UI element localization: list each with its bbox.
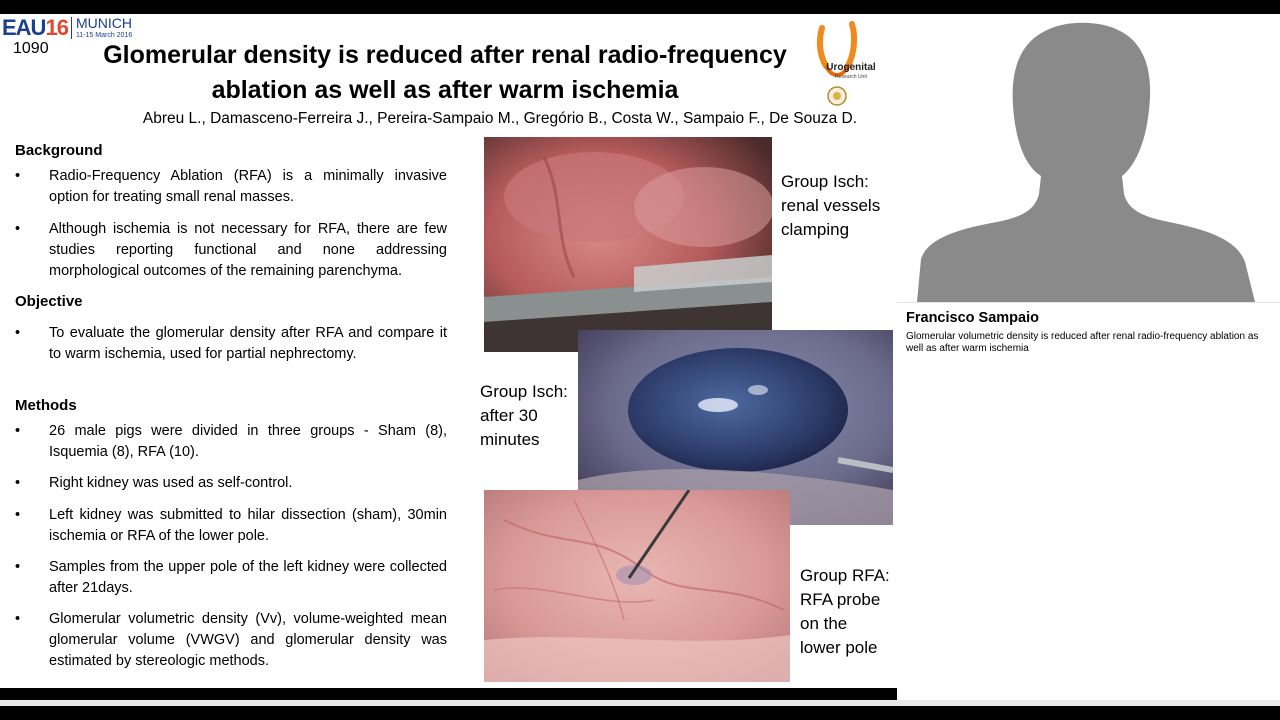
urogenital-logo-sub: Research Unit — [835, 74, 867, 80]
eau-logo-text: EAU — [2, 15, 46, 40]
background-bullet-1: • Radio-Frequency Ablation (RFA) is a minimally invasive option for treating small renal masses. — [15, 168, 447, 205]
eau16-logo — [2, 16, 132, 40]
speaker-talk-title: Glomerular volumetric density is reduced after renal radio-frequency ablation as well as after warm ischemia — [906, 331, 1259, 354]
eau-logo-city: MUNICH — [75, 15, 132, 31]
methods-bullet-3: • Left kidney was submitted to hilar dissection (sham), 30min ischemia or RFA of the lower pole. — [15, 507, 447, 544]
urogenital-logo-name: Urogenital — [826, 62, 876, 73]
background-heading: Background — [15, 142, 103, 159]
methods-bullet-1: • 26 male pigs were divided in three groups - Sham (8), Isquemia (8), RFA (10). — [15, 423, 447, 460]
slide-title-line1: Glomerular density is reduced after renal radio-frequency — [103, 41, 787, 69]
slide-title-line2: ablation as well as after warm ischemia — [211, 76, 679, 104]
speaker-divider — [897, 302, 1280, 303]
caption-isch-clamping: Group Isch: renal vessels clamping — [781, 172, 881, 239]
bottom-black-bar — [0, 700, 1280, 720]
speaker-name: Francisco Sampaio — [906, 310, 1039, 326]
methods-bullet-5: • Glomerular volumetric density (Vv), volume-weighted mean glomerular volume (VWGV) and glomerular density was estimated by stereologic methods. — [15, 611, 447, 669]
eau-logo-year: 16 — [45, 15, 68, 40]
bottom-strip — [0, 700, 1280, 706]
methods-bullet-2: • Right kidney was used as self-control. — [15, 475, 293, 491]
photo-rfa-probe — [484, 490, 790, 682]
methods-heading: Methods — [15, 397, 77, 414]
caption-isch-30min: Group Isch: after 30 minutes — [480, 382, 568, 449]
photo-isch-clamping — [484, 137, 772, 352]
objective-heading: Objective — [15, 293, 83, 310]
objective-bullet-1: • To evaluate the glomerular density after RFA and compare it to warm ischemia, used for partial nephrectomy. — [15, 325, 447, 362]
authors-line: Abreu L., Damasceno-Ferreira J., Pereira-Sampaio M., Gregório B., Costa W., Sampaio F., De Souza D. — [142, 110, 857, 127]
top-black-bar — [0, 0, 1280, 14]
methods-bullet-4: • Samples from the upper pole of the left kidney were collected after 21days. — [15, 559, 447, 596]
speaker-avatar-placeholder-icon — [917, 14, 1260, 302]
poster-number: 1090 — [13, 40, 49, 57]
speaker-panel — [897, 14, 1280, 700]
caption-rfa-probe: Group RFA: RFA probe on the lower pole — [800, 566, 890, 657]
slide-title — [60, 38, 830, 108]
eau-logo-dates: 11-15 March 2016 — [75, 32, 133, 39]
background-bullet-2: • Although ischemia is not necessary for RFA, there are few studies reporting functional and none addressing morphological outcomes of the remaining parenchyma. — [15, 221, 447, 279]
slide-area — [0, 14, 897, 688]
